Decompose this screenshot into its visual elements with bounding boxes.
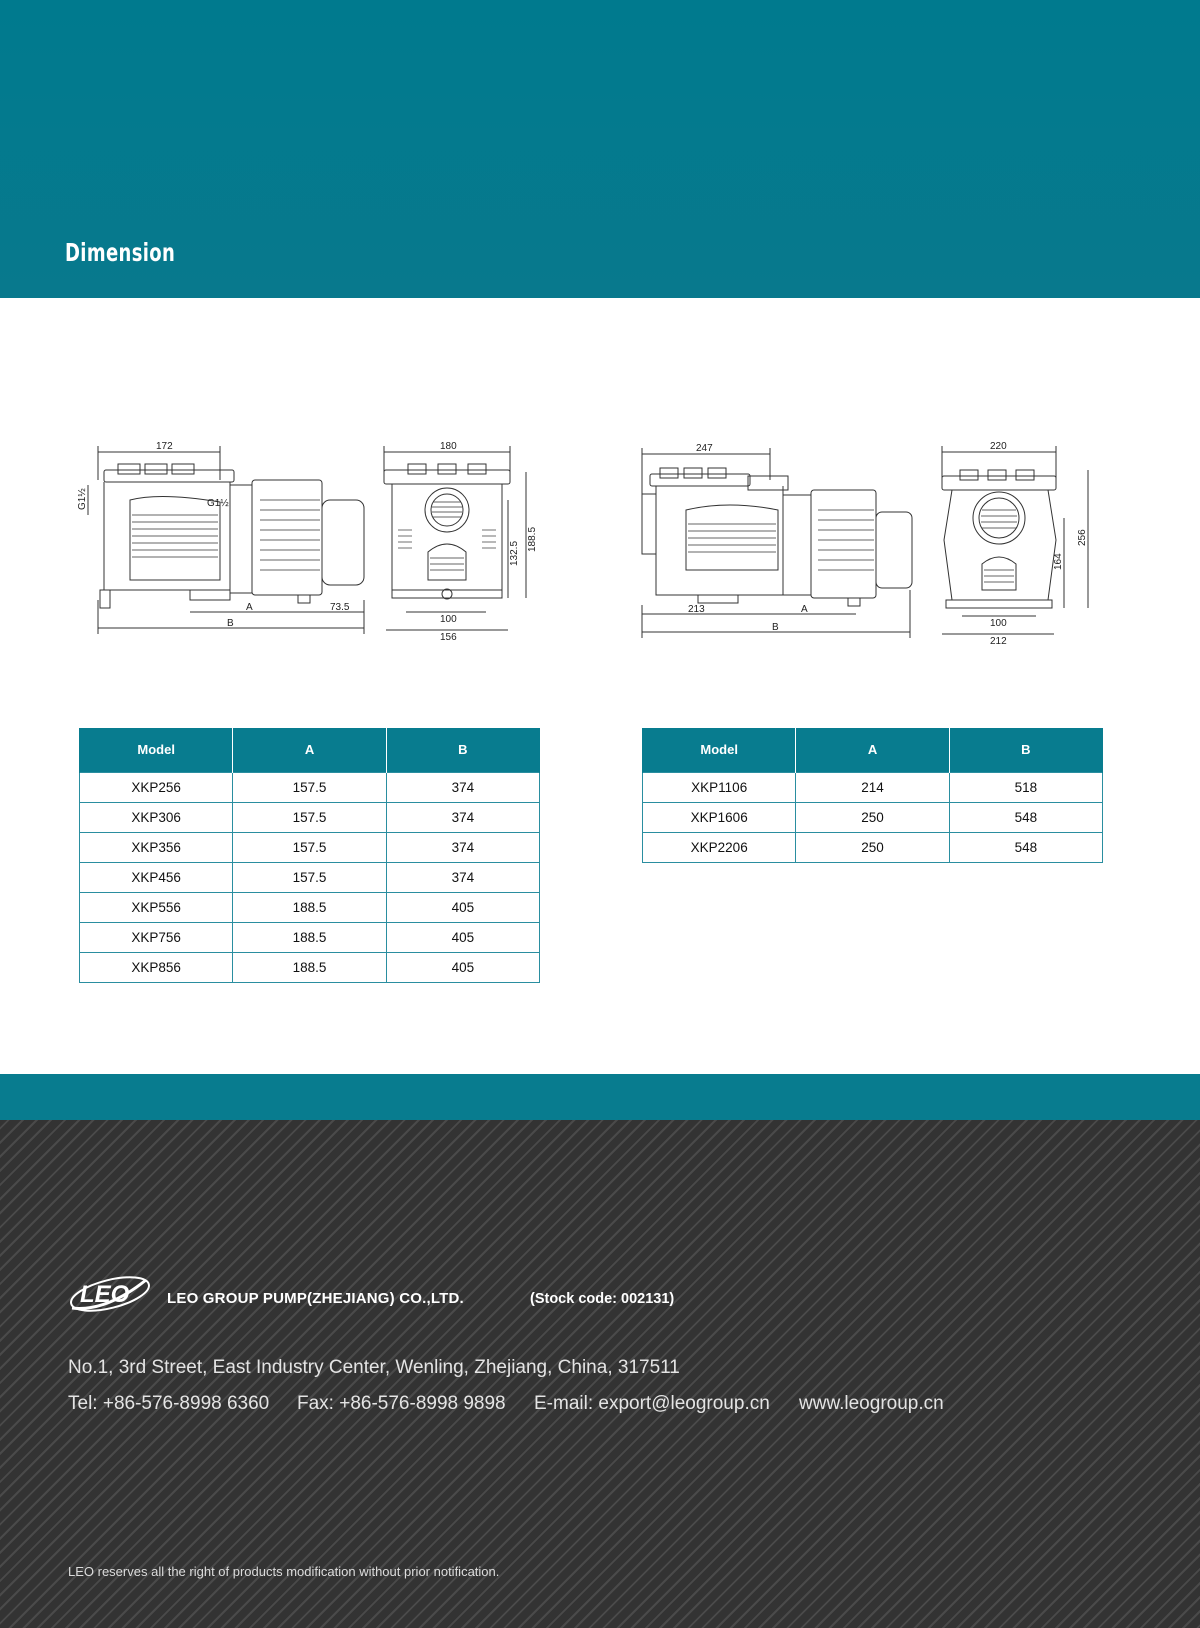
cell-model: XKP556: [80, 892, 233, 922]
col-model: Model: [80, 728, 233, 772]
col-b: B: [386, 728, 539, 772]
inlet-label: G1½: [77, 488, 88, 510]
dim-188-5: 188.5: [527, 526, 538, 552]
dim-213: 213: [688, 604, 705, 615]
pump-side-view-large: [638, 440, 918, 645]
cell-a: 188.5: [233, 952, 386, 982]
website-link[interactable]: www.leogroup.cn: [799, 1393, 944, 1414]
dimension-table-right: [642, 728, 1103, 863]
pump-front-view-large: [938, 440, 1098, 645]
outlet-label: G1½: [207, 498, 229, 509]
cell-a: 157.5: [233, 802, 386, 832]
cell-a: 188.5: [233, 922, 386, 952]
cell-model: XKP2206: [643, 832, 796, 862]
cell-a: 188.5: [233, 892, 386, 922]
cell-model: XKP356: [80, 832, 233, 862]
cell-b: 405: [386, 952, 539, 982]
cell-a: 250: [796, 832, 949, 862]
dim-256: 256: [1077, 529, 1088, 546]
stock-code: (Stock code: 002131): [530, 1291, 675, 1307]
dim-b-right: B: [772, 622, 779, 633]
dim-73-5: 73.5: [330, 602, 350, 613]
address: No.1, 3rd Street, East Industry Center, Wenling, Zhejiang, China, 317511: [68, 1357, 680, 1378]
table-row: [643, 832, 1103, 862]
dim-a-left: A: [246, 602, 253, 613]
dim-100-left: 100: [440, 614, 457, 625]
cell-b: 405: [386, 892, 539, 922]
cell-model: XKP1606: [643, 802, 796, 832]
company-name: LEO GROUP PUMP(ZHEJIANG) CO.,LTD.: [167, 1290, 464, 1307]
pump-side-view-small: [70, 440, 370, 645]
cell-model: XKP856: [80, 952, 233, 982]
table-row: [643, 802, 1103, 832]
dim-220: 220: [990, 441, 1007, 452]
accent-band: [0, 1074, 1200, 1120]
cell-b: 374: [386, 832, 539, 862]
header-band: [0, 0, 1200, 298]
disclaimer: LEO reserves all the right of products modification without prior notification.: [68, 1564, 500, 1579]
cell-b: 374: [386, 862, 539, 892]
table-row: [80, 922, 540, 952]
logo-text: LEO: [80, 1281, 130, 1308]
table-row: [80, 802, 540, 832]
cell-model: XKP306: [80, 802, 233, 832]
dim-164: 164: [1053, 553, 1064, 570]
col-b: B: [949, 728, 1102, 772]
fax: Fax: +86-576-8998 9898: [297, 1393, 506, 1414]
cell-b: 374: [386, 772, 539, 802]
table-row: [80, 892, 540, 922]
dim-a-right: A: [801, 604, 808, 615]
cell-a: 250: [796, 802, 949, 832]
table-row: [643, 772, 1103, 802]
table-row: [80, 772, 540, 802]
table-row: [80, 862, 540, 892]
leo-logo: [66, 1270, 161, 1314]
cell-a: 157.5: [233, 772, 386, 802]
col-a: A: [233, 728, 386, 772]
cell-model: XKP756: [80, 922, 233, 952]
dim-212: 212: [990, 636, 1007, 645]
col-a: A: [796, 728, 949, 772]
pump-front-view-small: [378, 440, 538, 645]
page-title: Dimension: [65, 238, 176, 267]
dim-132-5: 132.5: [509, 540, 520, 566]
table-header-row: [643, 728, 1103, 772]
col-model: Model: [643, 728, 796, 772]
cell-b: 548: [949, 802, 1102, 832]
table-header-row: [80, 728, 540, 772]
cell-model: XKP1106: [643, 772, 796, 802]
tel: Tel: +86-576-8998 6360: [68, 1393, 270, 1414]
cell-b: 374: [386, 802, 539, 832]
cell-a: 157.5: [233, 862, 386, 892]
cell-b: 518: [949, 772, 1102, 802]
cell-a: 214: [796, 772, 949, 802]
cell-model: XKP256: [80, 772, 233, 802]
cell-b: 548: [949, 832, 1102, 862]
dim-172: 172: [156, 441, 173, 452]
dimension-table-left: [79, 728, 540, 983]
dim-b-left: B: [227, 618, 234, 629]
cell-a: 157.5: [233, 832, 386, 862]
dim-180: 180: [440, 441, 457, 452]
email-link[interactable]: E-mail: export@leogroup.cn: [534, 1393, 770, 1414]
table-row: [80, 952, 540, 982]
table-row: [80, 832, 540, 862]
dim-247: 247: [696, 443, 713, 454]
cell-model: XKP456: [80, 862, 233, 892]
dim-156: 156: [440, 632, 457, 643]
dim-100-right: 100: [990, 618, 1007, 629]
cell-b: 405: [386, 922, 539, 952]
